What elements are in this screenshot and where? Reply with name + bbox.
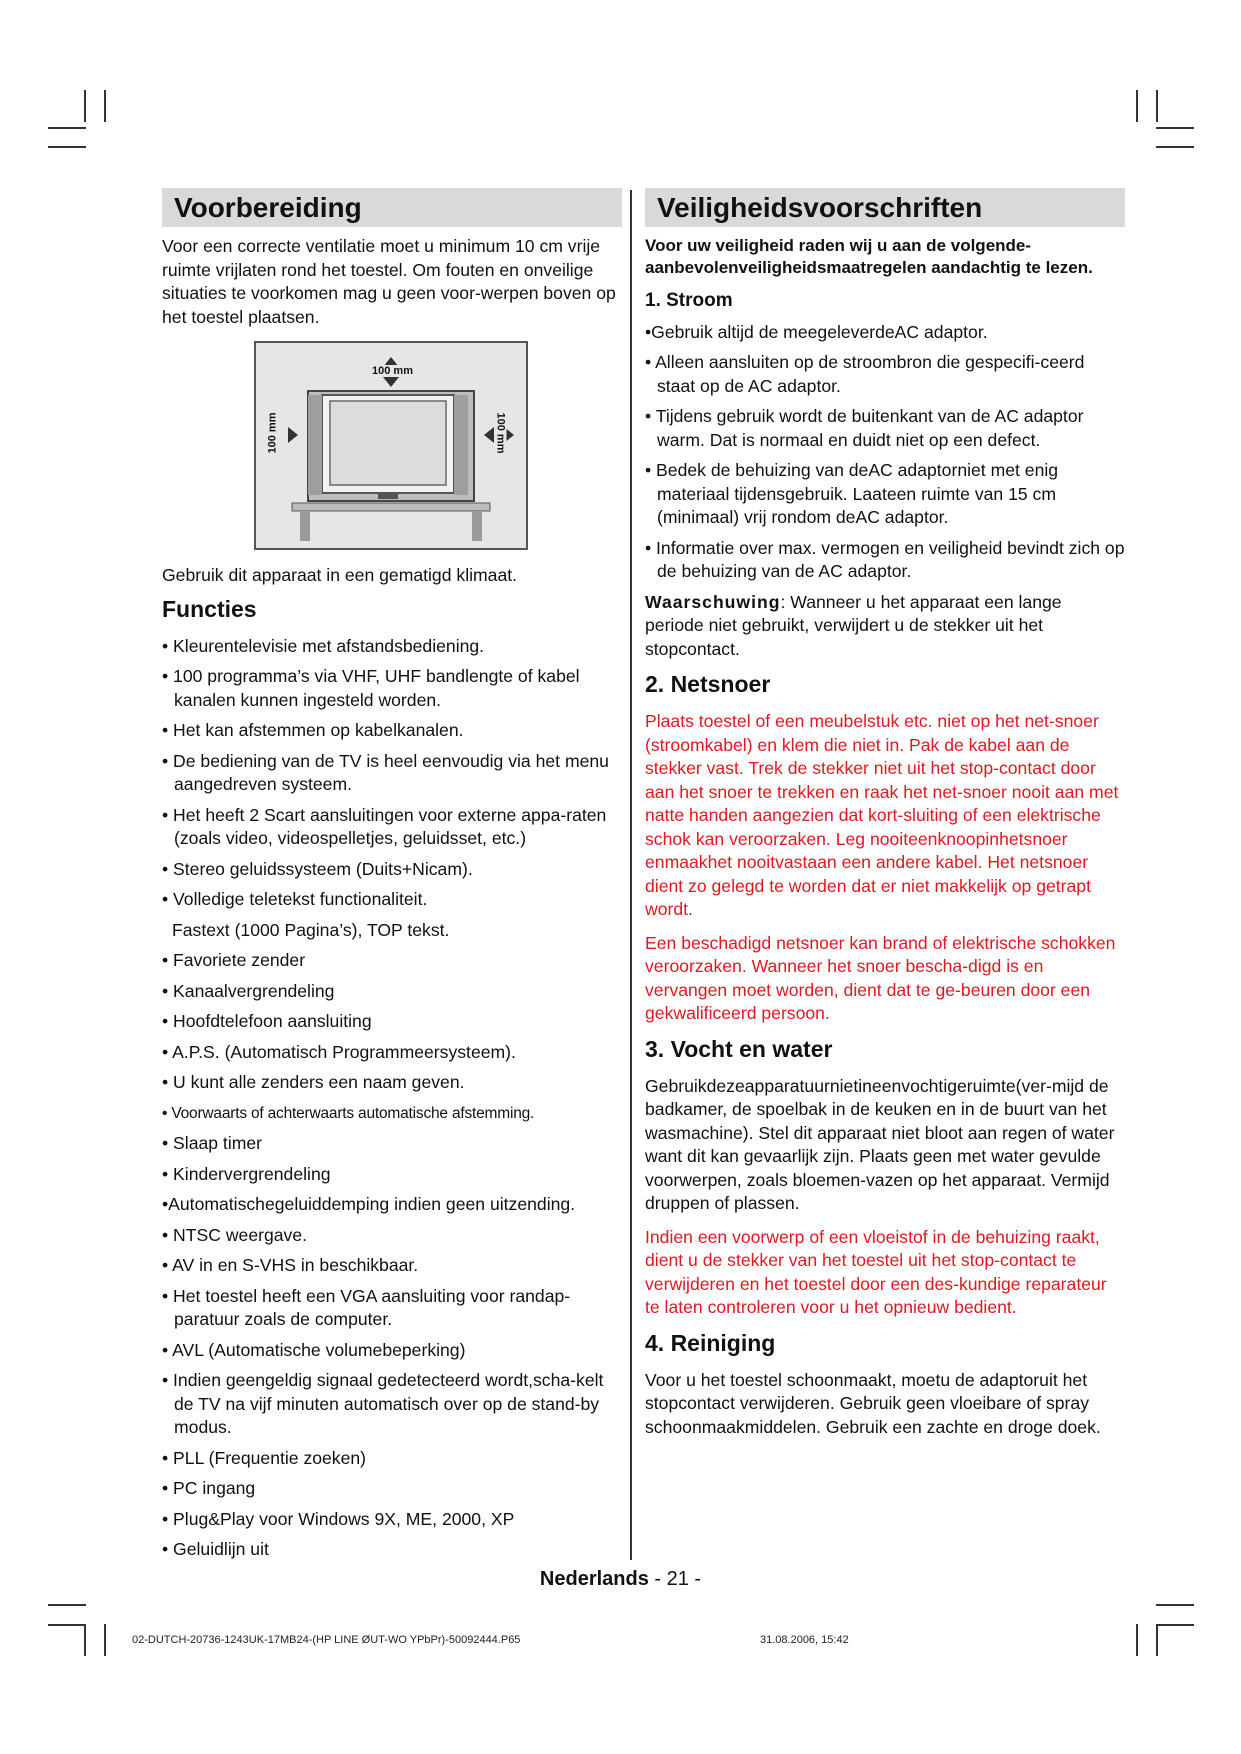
function-item: • 100 programma’s via VHF, UHF bandlengte of kabel kanalen kunnen ingesteld worden. <box>162 666 580 710</box>
crop-mark <box>48 146 86 148</box>
function-item: • Hoofdtelefoon aansluiting <box>162 1011 372 1031</box>
safety-intro: Voor uw veiligheid raden wij u aan de volgende-aanbevolenveiligheidsmaatregelen aandachtig te lezen. <box>645 236 1093 277</box>
function-item: • De bediening van de TV is heel eenvoudig via het menu aangedreven systeem. <box>162 750 609 794</box>
netsnoer-text-1: Plaats toestel of een meubelstuk etc. niet op het net-snoer (stroomkabel) en klem die niet in. Pak de kabel aan de stekker vast. Trek de stekker niet uit het stop-contact door aan het snoer te trekken en raak het net-snoer nooit aan met natte handen aangezien dat kort-sluiting of een elektrische schok kan veroorzaken. Leg nooiteenknoopinhetsnoer enmaakhet nooitvastaan een andere kabel. Het netsnoer dient zo gelegd te worden dat er niet makkelijk op getrapt wordt. <box>645 711 1119 919</box>
function-item: • Kleurentelevisie met afstandsbediening. <box>162 635 485 656</box>
functions-list <box>162 635 622 1562</box>
crop-mark <box>84 90 86 122</box>
figure-label-left: 100 mm <box>266 412 279 454</box>
function-item: • Het kan afstemmen op kabelkanalen. <box>162 720 464 740</box>
function-item: • AVL (Automatische volumebeperking) <box>162 1339 466 1360</box>
function-item: • Het toestel heeft een VGA aansluiting voor randap-paratuur zoals de computer. <box>162 1285 571 1329</box>
function-item: • Kanaalvergrendeling <box>162 980 335 1001</box>
stroom-item: • Bedek de behuizing van deAC adaptorniet met enig materiaal tijdensgebruik. Laateen ruimte van 15 cm (minimaal) vrij rondom deAC adaptor. <box>645 460 1059 527</box>
reiniging-heading: 4. Reiniging <box>645 1329 776 1356</box>
function-item: • PLL (Frequentie zoeken) <box>162 1447 367 1468</box>
function-item: • Slaap timer <box>162 1133 263 1153</box>
section-title-veiligheid: Veiligheidsvoorschriften <box>645 188 1125 227</box>
function-item: •Automatischegeluiddemping indien geen uitzending. <box>162 1194 576 1214</box>
function-item: • AV in en S-VHS in beschikbaar. <box>162 1255 419 1275</box>
ventilation-text: Voor een correcte ventilatie moet u minimum 10 cm vrije ruimte vrijlaten rond het toestel. Om fouten en onveilige situaties te voorkomen mag u geen voor-werpen boven op het toestel plaatsen. <box>162 236 616 327</box>
crop-mark <box>48 1604 86 1606</box>
warning-text: : Wanneer u het apparaat een lange periode niet gebruikt, verwijdert u de stekker uit het stopcontact. <box>645 591 1062 659</box>
crop-mark <box>84 1624 86 1656</box>
crop-mark <box>1156 1604 1194 1606</box>
crop-mark <box>48 127 86 129</box>
function-item: • U kunt alle zenders een naam geven. <box>162 1072 465 1092</box>
function-item: • Geluidlijn uit <box>162 1539 269 1559</box>
function-item: • Kindervergrendeling <box>162 1163 331 1184</box>
function-item: • Stereo geluidssysteem (Duits+Nicam). <box>162 858 473 879</box>
function-item: • Volledige teletekst functionaliteit. <box>162 889 428 909</box>
footer-language: Nederlands <box>539 1568 649 1590</box>
function-item: • Voorwaarts of achterwaarts automatische afstemming. <box>162 1104 535 1122</box>
function-item: • Indien geengeldig signaal gedetecteerd wordt,scha-kelt de TV na vijf minuten automatisch over op de stand-by modus. <box>162 1370 604 1437</box>
reiniging-text: Voor u het toestel schoonmaakt, moetu de adaptoruit het stopcontact verwijderen. Gebruik geen vloeibare of spray schoonmaakmiddelen. Gebruik een zachte en droge doek. <box>645 1369 1101 1437</box>
climate-text: Gebruik dit apparaat in een gematigd klimaat. <box>162 565 518 585</box>
crop-mark <box>1156 1624 1194 1626</box>
functions-heading: Functies <box>162 595 257 622</box>
crop-mark <box>1156 127 1194 129</box>
stroom-item: • Alleen aansluiten op de stroombron die gespecifi-ceerd staat op de AC adaptor. <box>645 352 1085 396</box>
warning-label: Waarschuwing <box>645 591 781 612</box>
stroom-item: • Tijdens gebruik wordt de buitenkant van de AC adaptor warm. Dat is normaal en duidt niet op een defect. <box>645 406 1084 450</box>
figure-label-top: 100 mm <box>372 365 413 377</box>
stroom-item: • Informatie over max. vermogen en veiligheid bevindt zich op de behuizing van de AC adaptor. <box>645 537 1125 581</box>
column-divider <box>630 190 632 1560</box>
vocht-text-2: Indien een voorwerp of een vloeistof in de behuizing raakt, dient u de stekker van het toestel uit het stop-contact te verwijderen en het toestel door een des-kundige reparateur te laten controleren voor u het opnieuw bedient. <box>645 1226 1107 1317</box>
function-item: • Plug&Play voor Windows 9X, ME, 2000, XP <box>162 1508 515 1529</box>
function-item: • Favoriete zender <box>162 950 306 970</box>
crop-mark <box>104 1624 106 1656</box>
left-column <box>162 188 622 1569</box>
function-item: • PC ingang <box>162 1478 256 1498</box>
right-column <box>645 188 1125 1449</box>
function-item: • A.P.S. (Automatisch Programmeersysteem). <box>162 1041 516 1062</box>
warning-paragraph <box>645 591 1125 662</box>
section-title-voorbereiding: Voorbereiding <box>162 188 622 227</box>
crop-mark <box>1156 146 1194 148</box>
netsnoer-heading: 2. Netsnoer <box>645 671 771 697</box>
function-item: • Het heeft 2 Scart aansluitingen voor externe appa-raten (zoals video, videospelletjes, geluidsset, etc.) <box>162 804 607 848</box>
function-item: • NTSC weergave. <box>162 1224 308 1245</box>
crop-mark <box>48 1624 86 1626</box>
tv-ventilation-figure <box>254 341 528 550</box>
vocht-heading: 3. Vocht en water <box>645 1035 833 1062</box>
print-date: 31.08.2006, 15:42 <box>760 1634 849 1646</box>
crop-mark <box>1136 90 1138 122</box>
vocht-text-1: Gebruikdezeapparatuurnietineenvochtigeruimte(ver-mijd de badkamer, de spoelbak in de keuken en in de buurt van het wasmachine). Stel dit apparaat niet bloot aan regen of water want dit kan gevaarlijk zijn. Plaats geen met water gevulde voorwerpen, zoals bloemen-vazen op het apparaat. Vermijd druppen of plassen. <box>645 1075 1115 1213</box>
function-item: Fastext (1000 Pagina’s), TOP tekst. <box>172 919 450 940</box>
figure-label-right: 100 mm <box>494 412 507 454</box>
crop-mark <box>1156 1624 1158 1656</box>
stroom-item: •Gebruik altijd de meegeleverdeAC adaptor. <box>645 321 988 342</box>
crop-mark <box>1156 90 1158 122</box>
footer-page-number: - 21 - <box>648 1568 702 1590</box>
stroom-heading: 1. Stroom <box>645 290 733 311</box>
stroom-list <box>645 321 1125 584</box>
crop-mark <box>104 90 106 122</box>
crop-mark <box>1136 1624 1138 1656</box>
page-footer <box>0 1568 1241 1591</box>
netsnoer-text-2: Een beschadigd netsnoer kan brand of elektrische schokken veroorzaken. Wanneer het snoer bescha-digd is en vervangen moet worden, dient dat te ge-beuren door een gekwalificeerd persoon. <box>645 932 1116 1023</box>
print-file-name: 02-DUTCH-20736-1243UK-17MB24-(HP LINE ØUT-WO YPbPr)-50092444.P65 <box>132 1634 521 1646</box>
